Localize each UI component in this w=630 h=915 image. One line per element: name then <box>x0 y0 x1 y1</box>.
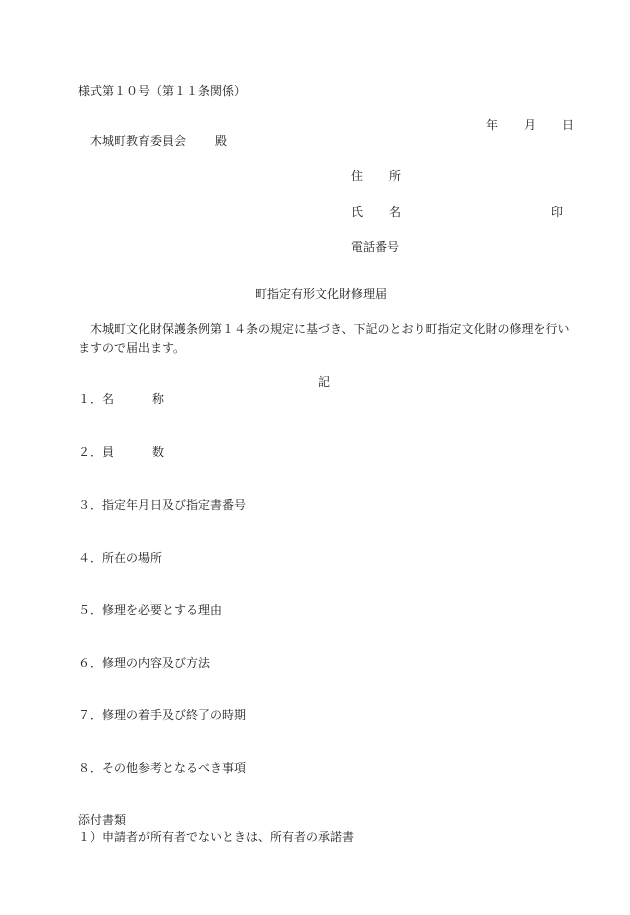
ki-label: 記 <box>318 375 331 389</box>
item-label-a: 名 <box>102 392 115 406</box>
attachment-item: １）申請者が所有者でないときは、所有者の承諾書 <box>78 830 355 844</box>
list-item <box>78 497 246 513</box>
form-number: 様式第１０号（第１１条関係） <box>78 84 247 98</box>
item-label: 修理の着手及び終了の時期 <box>102 708 247 722</box>
recipient-honorific: 殿 <box>215 134 228 148</box>
item-label-b: 数 <box>152 445 165 459</box>
item-label-b: 称 <box>152 392 165 406</box>
item-number: ３． <box>78 498 103 512</box>
item-number: ２． <box>78 445 103 459</box>
list-item <box>78 391 164 407</box>
item-number: ５． <box>78 603 103 617</box>
list-item <box>78 602 222 618</box>
list-item <box>78 760 246 776</box>
item-label: 修理を必要とする理由 <box>102 603 223 617</box>
phone-label: 電話番号 <box>351 240 400 254</box>
item-label: 指定年月日及び指定書番号 <box>102 498 247 512</box>
item-number: ６． <box>78 656 103 670</box>
body-paragraph: 木城町文化財保護条例第１４条の規定に基づき、下記のとおり町指定文化財の修理を行いますので届出ます。 <box>78 322 570 355</box>
list-item <box>78 444 164 460</box>
item-number: ８． <box>78 761 103 775</box>
item-label: その他参考となるべき事項 <box>102 761 247 775</box>
date-year-label: 年 <box>486 118 499 132</box>
list-item <box>78 707 246 723</box>
item-label: 修理の内容及び方法 <box>102 656 211 670</box>
item-number: １． <box>78 392 103 406</box>
name-label-1: 氏 <box>351 205 364 219</box>
item-label: 所在の場所 <box>102 551 163 565</box>
name-label-2: 名 <box>389 205 402 219</box>
document-title: 町指定有形文化財修理届 <box>255 287 388 301</box>
seal-label: 印 <box>551 205 564 219</box>
date-month-label: 月 <box>524 118 537 132</box>
item-number: ７． <box>78 708 103 722</box>
list-item <box>78 655 210 671</box>
item-label-a: 員 <box>102 445 115 459</box>
address-label-2: 所 <box>389 169 402 183</box>
item-number: ４． <box>78 551 103 565</box>
attachments-heading: 添付書類 <box>78 813 127 827</box>
list-item <box>78 550 162 566</box>
address-label-1: 住 <box>351 169 364 183</box>
recipient-name: 木城町教育委員会 <box>90 134 187 148</box>
date-day-label: 日 <box>562 118 575 132</box>
